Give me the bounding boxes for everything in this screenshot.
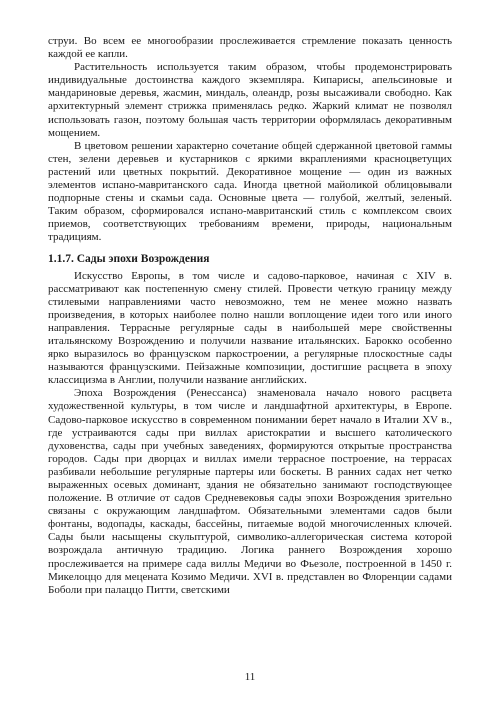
- paragraph-vegetation: Растительность используется таким образом, чтобы продемонстрировать индивидуальные достоинства каждого экземпляра. Кипарисы, апельсиновые и мандариновые деревья, жасмин, миндаль, олеандр, розы высаживали свободно. Как архитектурный элемент стрижка применялась редко. Жаркий климат не позволял использовать газон, поэтому большая часть территории оформлялась декоративным мощением.: [48, 61, 452, 139]
- paragraph-renaissance: Эпоха Возрождения (Ренессанса) знаменовала начало нового расцвета художественной культуры, в том числе и ландшафтной архитектуры, в Европе. Садово-парковое искусство в современном понимании берет начало в Италии XV в., где устраиваются сады при виллах аристократии и высшего католического духовенства, сады при учебных заведениях, формируются открытые пространства городов. Сады при дворцах и виллах имели террасное построение, на террасах разбивали небольшие регулярные партеры или боскеты. В ранних садах нет четко выраженных осевых доминант, здания не обязательно занимают господствующее положение. В отличие от садов Средневековья сады эпохи Возрождения зрительно связаны с окружающим ландшафтом. Обязательными элементами садов были фонтаны, водопады, каскады, бассейны, питаемые водой многочисленных ключей. Сады были насыщены скульптурой, символико-аллегорическая система которой возрождала античную традицию. Логика раннего Возрождения хорошо прослеживается на примере сада виллы Медичи во Фьезоле, построенной в 1450 г. Микелоццо для мецената Козимо Медичи. XVI в. представлен во Флоренции садами Боболи при палаццо Питти, светскими: [48, 387, 452, 596]
- paragraph-continuation: струи. Во всем ее многообразии прослеживается стремление показать ценность каждой ее капли.: [48, 35, 452, 61]
- page-number: 11: [244, 671, 256, 683]
- section-heading: 1.1.7. Сады эпохи Возрождения: [48, 252, 210, 265]
- paragraph-european-art: Искусство Европы, в том числе и садово-парковое, начиная с XIV в. рассматривают как постепенную смену стилей. Провести четкую границу между стилевыми направлениями часто невозможно, тем не менее можно назвать произведения, в которых наиболее полно нашли воплощение идеи того или иного направления. Террасные регулярные сады в наибольшей мере свойственны итальянскому Возрождению и получили название итальянских. Барокко особенно ярко выразилось во французском паркостроении, а регулярные плоскостные сады называются французскими. Пейзажные композиции, достигшие расцвета в эпоху классицизма в Англии, получили название английских.: [48, 269, 452, 387]
- paragraph-color-scheme: В цветовом решении характерно сочетание общей сдержанной цветовой гаммы стен, зелени деревьев и кустарников с яркими вкраплениями красноцветущих растений или цветных покрытий. Декоративное мощение — один из важных элементов испано-мавританского сада. Иногда цветной майоликой облицовывали подпорные стены и скамьи сада. Основные цвета — голубой, желтый, зеленый. Таким образом, сформировался испано-мавританский стиль с комплексом своих приемов, соответствующих требованиям времени, природы, национальным традициям.: [48, 139, 452, 244]
